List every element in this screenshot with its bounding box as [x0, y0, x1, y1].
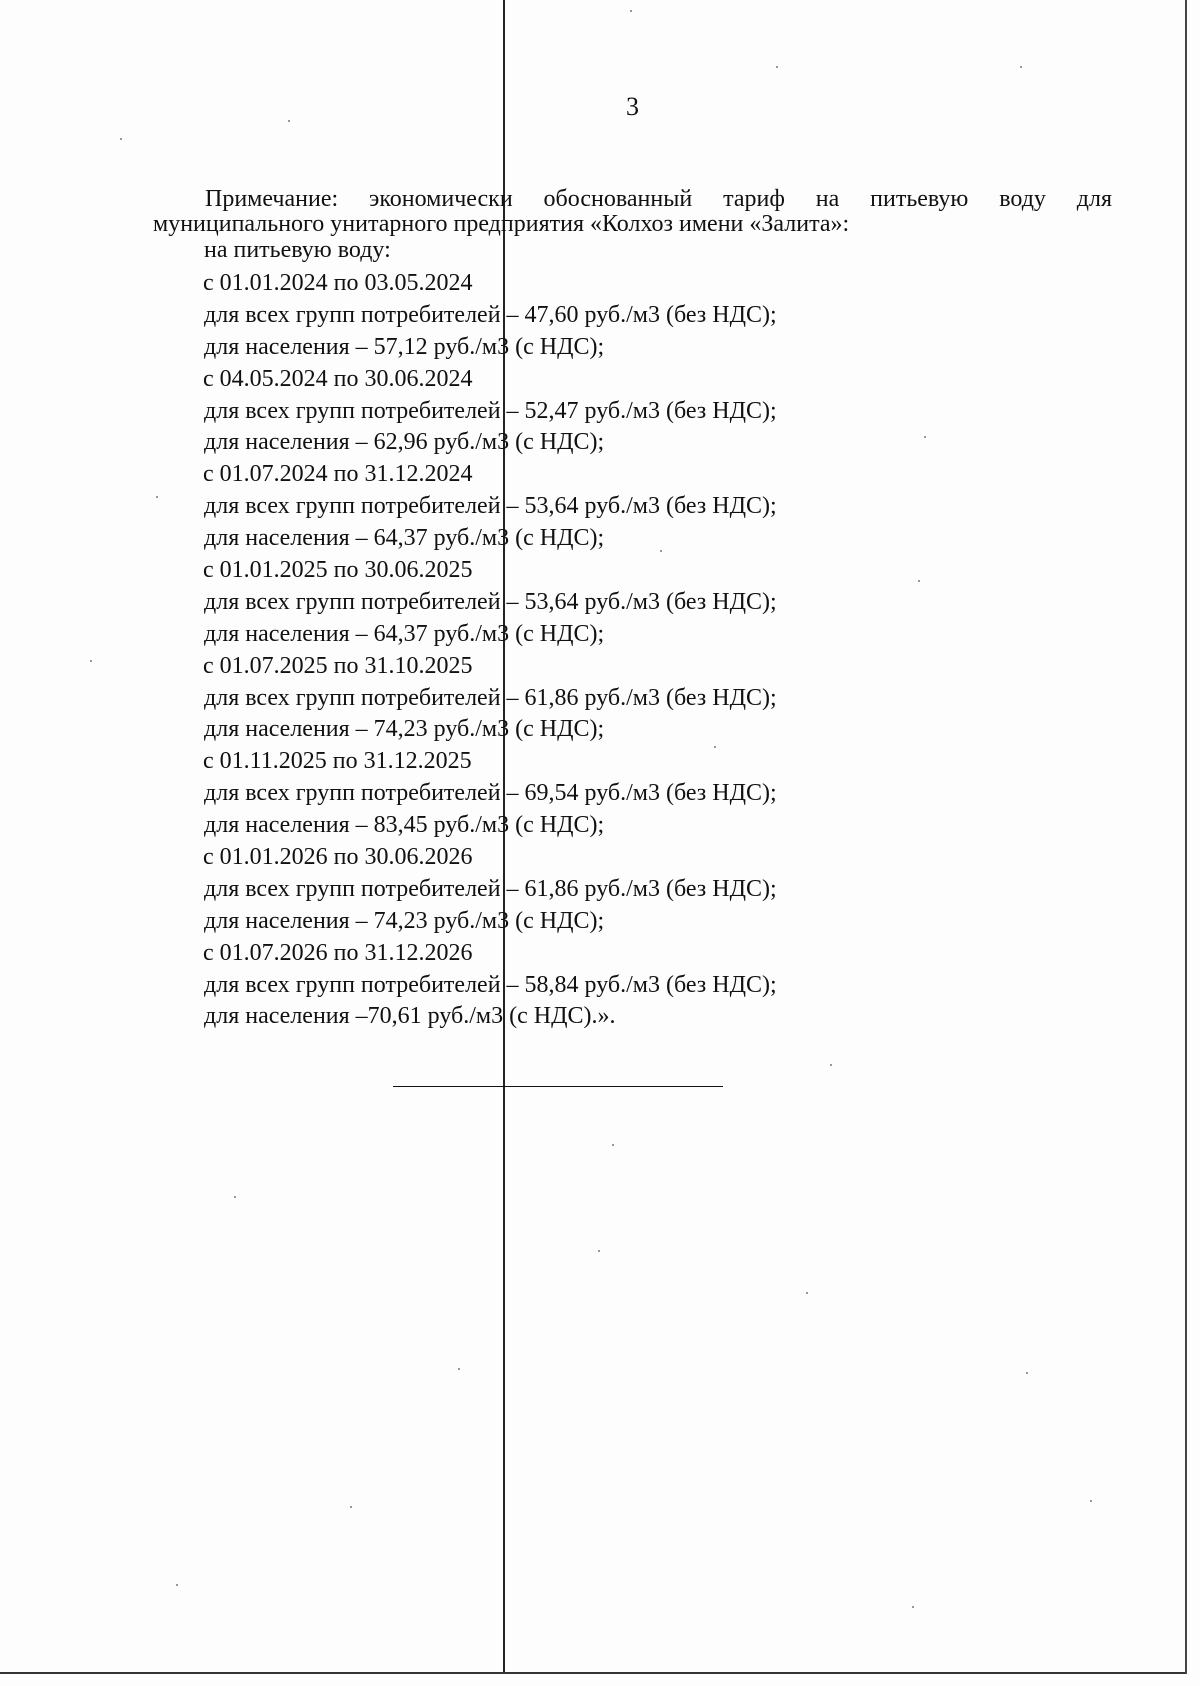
tariff-period-list	[203, 268, 777, 1033]
tariff-population: для населения – 62,96 руб./м3 (с НДС);	[204, 429, 605, 456]
period-range: с 01.01.2025 по 30.06.2025	[203, 557, 473, 584]
note-word: экономически	[369, 186, 513, 212]
tariff-period	[203, 746, 777, 842]
tariff-population: для населения – 64,37 руб./м3 (с НДС);	[204, 620, 605, 647]
note-second-line: муниципального унитарного предприятия «Колхоз имени «Залита»:	[153, 211, 850, 237]
tariff-all-groups: для всех групп потребителей – 69,54 руб./м3 (без НДС);	[204, 780, 777, 807]
closing-separator-line	[393, 1086, 723, 1087]
tariff-period	[203, 459, 777, 555]
scan-speck	[288, 120, 290, 122]
note-word: тариф	[723, 186, 785, 212]
scan-speck	[458, 1368, 460, 1370]
tariff-population: для населения – 83,45 руб./м3 (с НДС);	[204, 812, 605, 839]
period-range: с 01.07.2024 по 31.12.2024	[203, 461, 473, 488]
tariff-period	[203, 842, 777, 938]
period-range: с 01.07.2025 по 31.10.2025	[203, 652, 473, 679]
scan-speck	[612, 1144, 614, 1146]
tariff-period	[203, 364, 777, 460]
scan-speck	[630, 10, 632, 12]
scan-artifact-bottom-line	[0, 1672, 1185, 1674]
tariff-population: для населения – 74,23 руб./м3 (с НДС);	[204, 907, 605, 934]
tariff-all-groups: для всех групп потребителей – 61,86 руб./м3 (без НДС);	[204, 684, 777, 711]
period-range: с 01.11.2025 по 31.12.2025	[203, 748, 472, 775]
scan-speck	[156, 496, 158, 498]
tariff-all-groups: для всех групп потребителей – 53,64 руб./м3 (без НДС);	[204, 493, 777, 520]
scan-speck	[90, 660, 92, 662]
scan-speck	[830, 1064, 832, 1066]
note-word: питьевую	[870, 186, 969, 212]
tariff-population: для населения –70,61 руб./м3 (с НДС).».	[204, 1003, 616, 1030]
page-number: 3	[626, 92, 639, 121]
tariff-population: для населения – 64,37 руб./м3 (с НДС);	[204, 525, 605, 552]
scan-speck	[924, 436, 926, 438]
note-word: воду	[999, 186, 1046, 212]
period-range: с 01.01.2026 по 30.06.2026	[203, 844, 473, 871]
tariff-period	[203, 555, 777, 651]
tariff-period	[203, 268, 777, 364]
scan-speck	[776, 66, 778, 68]
scan-speck	[176, 1584, 178, 1586]
tariff-all-groups: для всех групп потребителей – 53,64 руб./м3 (без НДС);	[204, 588, 777, 615]
scan-speck	[806, 1292, 808, 1294]
scan-speck	[234, 1196, 236, 1198]
scan-speck	[1090, 1500, 1092, 1502]
scan-speck	[918, 580, 920, 582]
tariff-period	[203, 938, 777, 1034]
tariff-population: для населения – 74,23 руб./м3 (с НДС);	[204, 716, 605, 743]
scan-speck	[598, 1250, 600, 1252]
note-subheading: на питьевую воду:	[204, 237, 391, 263]
scan-speck	[350, 1506, 352, 1508]
scan-artifact-right-edge	[1185, 0, 1187, 1674]
note-word: Примечание:	[205, 186, 339, 212]
scan-speck	[1020, 66, 1022, 68]
note-word: для	[1076, 186, 1113, 212]
note-word: обоснованный	[543, 186, 693, 212]
tariff-all-groups: для всех групп потребителей – 61,86 руб./м3 (без НДС);	[204, 875, 777, 902]
period-range: с 01.07.2026 по 31.12.2026	[203, 939, 473, 966]
tariff-all-groups: для всех групп потребителей – 52,47 руб./м3 (без НДС);	[204, 397, 777, 424]
period-range: с 04.05.2024 по 30.06.2024	[203, 365, 473, 392]
period-range: с 01.01.2024 по 03.05.2024	[203, 270, 473, 296]
tariff-all-groups: для всех групп потребителей – 58,84 руб./м3 (без НДС);	[204, 971, 777, 998]
scan-speck	[912, 1606, 914, 1608]
scan-speck	[660, 550, 662, 552]
tariff-population: для населения – 57,12 руб./м3 (с НДС);	[204, 333, 605, 360]
tariff-all-groups: для всех групп потребителей – 47,60 руб./м3 (без НДС);	[204, 301, 777, 328]
tariff-period	[203, 651, 777, 747]
note-first-line	[205, 186, 1112, 212]
scan-speck	[120, 138, 122, 140]
note-word: на	[815, 186, 840, 212]
scan-speck	[714, 746, 716, 748]
scan-speck	[1026, 1372, 1028, 1374]
